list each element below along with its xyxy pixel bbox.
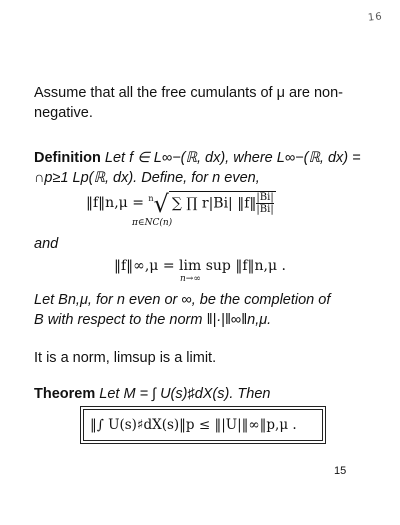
theorem-boxed-formula: ‖∫ U(s)♯dX(s)‖p ≤ ‖|U|‖∞‖p,μ . bbox=[83, 409, 323, 441]
handwritten-page-note: 16 bbox=[367, 11, 384, 24]
completion-statement: Let Bn,μ, for n even or ∞, be the completion of B with respect to the norm ‖|·|‖∞‖n,μ. bbox=[34, 292, 331, 328]
definition-text-2: ∩p≥1 Lp(ℝ, dx). Define, for n even, bbox=[34, 170, 260, 186]
definition-paragraph bbox=[34, 148, 374, 188]
page-number: 15 bbox=[334, 465, 347, 477]
limsup-subscript: n→∞ bbox=[180, 274, 201, 284]
radical-sign: √ bbox=[153, 190, 169, 218]
radicand bbox=[169, 191, 276, 215]
definition-label: Definition bbox=[34, 150, 101, 166]
root-index: n bbox=[148, 194, 154, 203]
formula-lhs: ‖f‖n,μ = bbox=[86, 195, 149, 211]
and-connector: and bbox=[34, 236, 59, 252]
theorem-text: Let M = ∫ U(s)♯dX(s). Then bbox=[99, 386, 271, 402]
theorem-paragraph bbox=[34, 384, 374, 404]
remark-paragraph: It is a norm, limsup is a limit. bbox=[34, 350, 217, 366]
norm-definition-formula bbox=[86, 190, 276, 236]
formula-sum: ∑ ∏ r|Bi| ‖f‖ bbox=[171, 195, 257, 212]
infinity-norm-formula: ‖f‖∞,μ = lim sup ‖f‖n,μ . n→∞ bbox=[114, 258, 286, 284]
theorem-label: Theorem bbox=[34, 386, 96, 402]
intro-paragraph: Assume that all the free cumulants of μ are non-negative. bbox=[34, 85, 343, 121]
sum-subscript: π∈NC(n) bbox=[132, 218, 173, 228]
exponent-fraction: $\frac{|Bi|}{|Bi|}$ bbox=[256, 192, 274, 215]
definition-text-1: Let f ∈ L∞−(ℝ, dx), where L∞−(ℝ, dx) = bbox=[104, 150, 361, 166]
